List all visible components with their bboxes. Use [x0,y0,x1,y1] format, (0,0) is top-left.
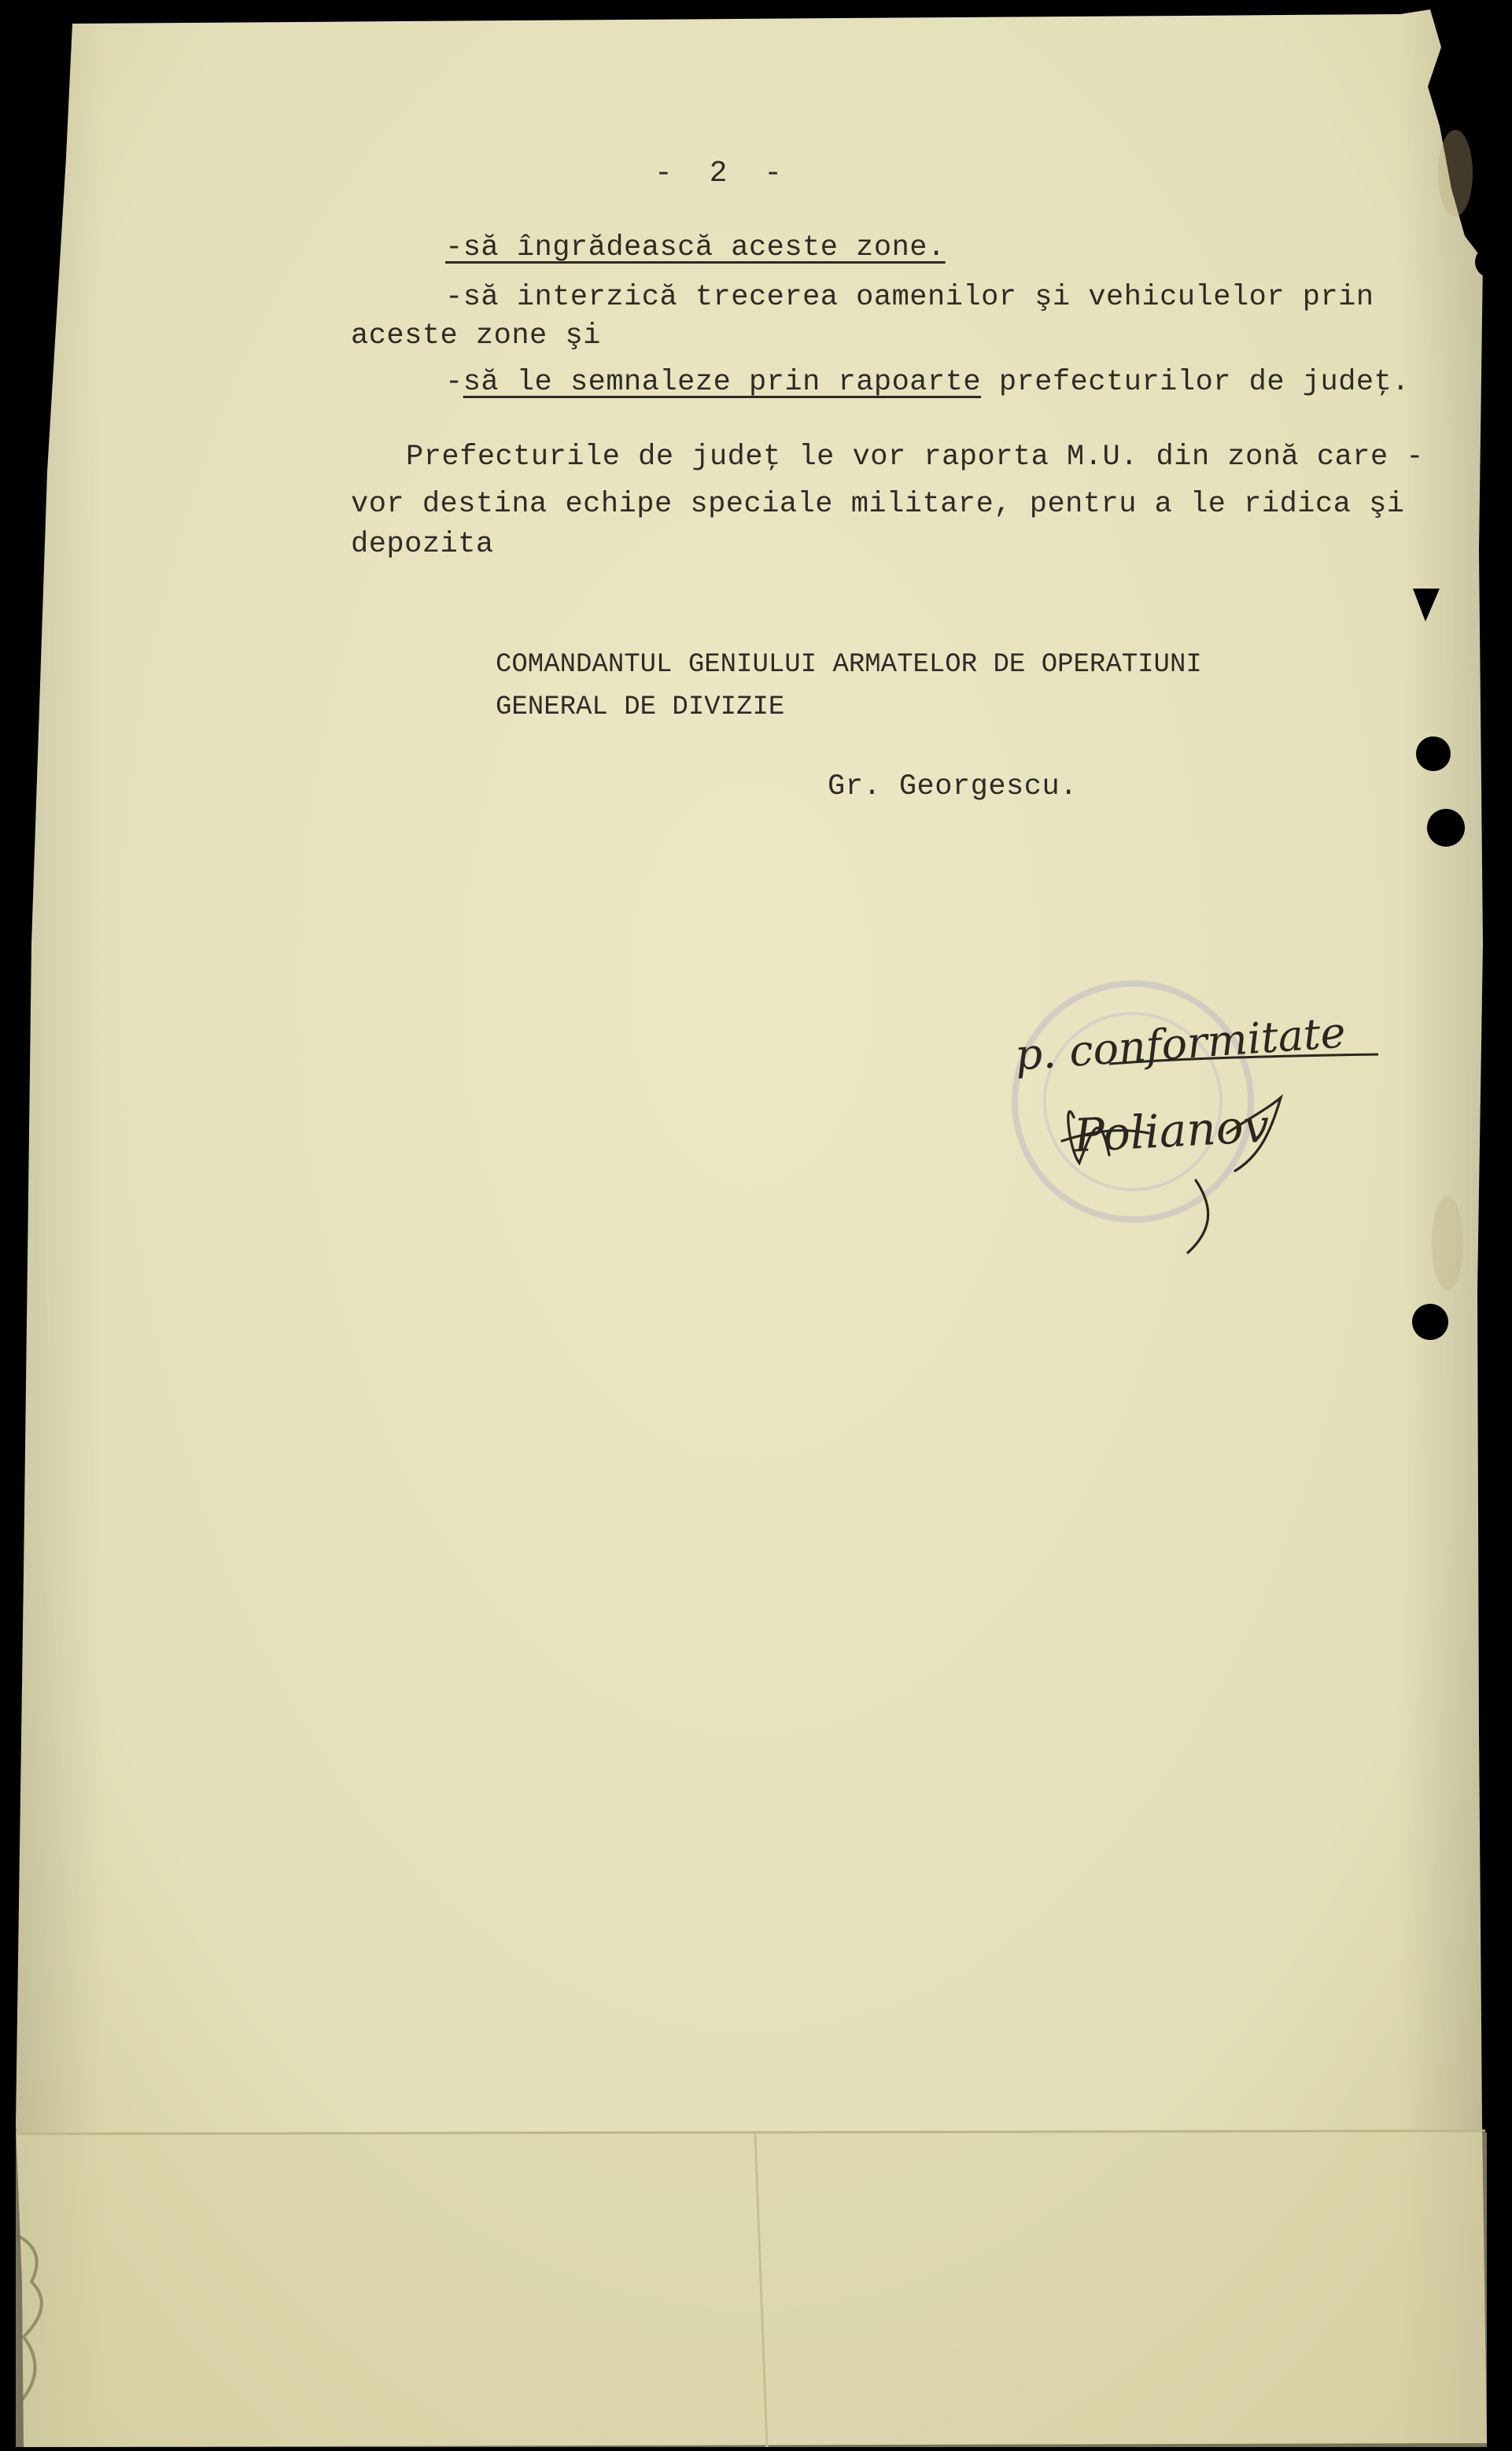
page-number: - 2 - [655,157,792,190]
bullet-line-1: -să îngrădească aceste zone. [445,231,946,264]
punch-hole-4 [1412,1304,1448,1340]
handwritten-conformity: p. conformitate [1013,1007,1348,1080]
paragraph-line-2: vor destina echipe speciale militare, pentru a le ridica şi [351,488,1405,521]
bullet-line-3-dash: - [445,366,463,399]
stain-right [1432,1196,1463,1290]
signatory-name: Gr. Georgescu. [828,770,1078,803]
punch-hole-1 [1475,246,1506,278]
bullet-line-3-underlined: să le semnaleze prin rapoarte [463,366,982,399]
signatory-title-2: GENERAL DE DIVIZIE [496,692,785,722]
stain-top-right [1438,130,1473,216]
paragraph-line-3: depozita [351,528,494,561]
signatory-title-1: COMANDANTUL GENIULUI ARMATELOR DE OPERATIUNI [496,650,1202,680]
paragraph-line-1: Prefecturile de judeţ le vor raporta M.U. din zonă care - [406,441,1425,474]
bullet-line-3 [445,368,1410,397]
bullet-line-3-rest: prefecturilor de judeţ. [981,366,1411,399]
punch-hole-2 [1416,736,1451,771]
bullet-line-2-cont: aceste zone şi [351,319,601,353]
folded-bottom-strip [16,2132,1487,2447]
punch-hole-3 [1427,809,1465,847]
handwritten-signature: Polianov [1072,1098,1270,1163]
bullet-line-2: -să interzică trecerea oamenilor şi vehiculelor prin [445,281,1374,314]
